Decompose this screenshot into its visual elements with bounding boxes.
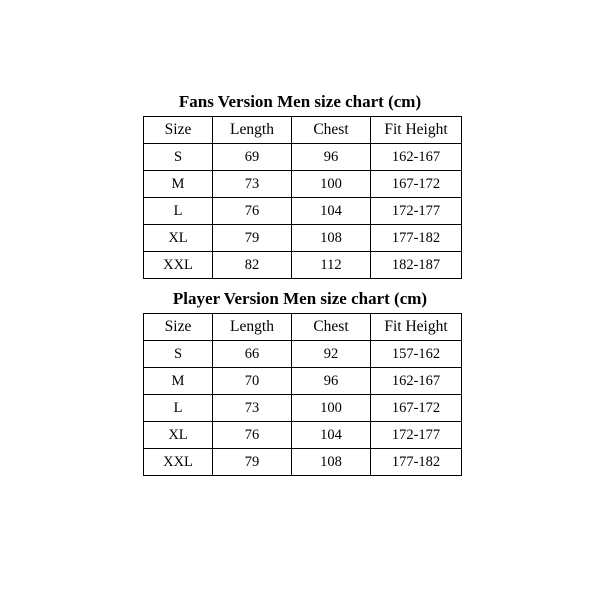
cell-chest: 104	[292, 422, 371, 449]
cell-size: L	[144, 198, 213, 225]
cell-chest: 108	[292, 225, 371, 252]
cell-fit-height: 157-162	[371, 341, 462, 368]
column-header-length: Length	[213, 117, 292, 144]
cell-length: 79	[213, 225, 292, 252]
column-header-size: Size	[144, 314, 213, 341]
cell-fit-height: 167-172	[371, 171, 462, 198]
fans-version-chart-title: Fans Version Men size chart (cm)	[178, 92, 422, 111]
cell-length: 66	[213, 341, 292, 368]
cell-size: M	[144, 171, 213, 198]
fans-version-size-table	[143, 116, 462, 279]
table-row	[144, 422, 462, 449]
fans-version-table-header	[144, 117, 462, 144]
cell-chest: 104	[292, 198, 371, 225]
cell-chest: 96	[292, 368, 371, 395]
cell-fit-height: 162-167	[371, 368, 462, 395]
table-header-row	[144, 314, 462, 341]
cell-length: 69	[213, 144, 292, 171]
table-row	[144, 368, 462, 395]
table-row	[144, 341, 462, 368]
cell-size: XXL	[144, 252, 213, 279]
cell-fit-height: 172-177	[371, 422, 462, 449]
cell-fit-height: 167-172	[371, 395, 462, 422]
table-row	[144, 144, 462, 171]
cell-chest: 100	[292, 171, 371, 198]
player-version-chart-title: Player Version Men size chart (cm)	[172, 289, 428, 308]
player-version-chart-block	[143, 285, 457, 476]
cell-fit-height: 177-182	[371, 225, 462, 252]
fans-version-chart-block	[143, 88, 457, 279]
cell-chest: 92	[292, 341, 371, 368]
column-header-chest: Chest	[292, 314, 371, 341]
cell-length: 70	[213, 368, 292, 395]
column-header-fit-height: Fit Height	[371, 314, 462, 341]
cell-chest: 108	[292, 449, 371, 476]
column-header-size: Size	[144, 117, 213, 144]
cell-length: 76	[213, 422, 292, 449]
cell-length: 73	[213, 171, 292, 198]
cell-chest: 96	[292, 144, 371, 171]
column-header-fit-height: Fit Height	[371, 117, 462, 144]
cell-size: M	[144, 368, 213, 395]
size-charts-container	[143, 88, 457, 476]
table-header-row	[144, 117, 462, 144]
cell-size: XXL	[144, 449, 213, 476]
player-version-table-header	[144, 314, 462, 341]
cell-size: XL	[144, 225, 213, 252]
table-row	[144, 171, 462, 198]
table-row	[144, 449, 462, 476]
cell-length: 73	[213, 395, 292, 422]
cell-size: S	[144, 341, 213, 368]
cell-length: 76	[213, 198, 292, 225]
player-version-size-table	[143, 313, 462, 476]
cell-chest: 100	[292, 395, 371, 422]
cell-chest: 112	[292, 252, 371, 279]
cell-fit-height: 177-182	[371, 449, 462, 476]
cell-fit-height: 172-177	[371, 198, 462, 225]
cell-length: 79	[213, 449, 292, 476]
player-version-table-body	[144, 341, 462, 476]
cell-length: 82	[213, 252, 292, 279]
cell-size: L	[144, 395, 213, 422]
table-row	[144, 395, 462, 422]
column-header-length: Length	[213, 314, 292, 341]
cell-fit-height: 162-167	[371, 144, 462, 171]
cell-size: XL	[144, 422, 213, 449]
table-row	[144, 225, 462, 252]
table-row	[144, 252, 462, 279]
cell-size: S	[144, 144, 213, 171]
cell-fit-height: 182-187	[371, 252, 462, 279]
column-header-chest: Chest	[292, 117, 371, 144]
table-row	[144, 198, 462, 225]
fans-version-table-body	[144, 144, 462, 279]
